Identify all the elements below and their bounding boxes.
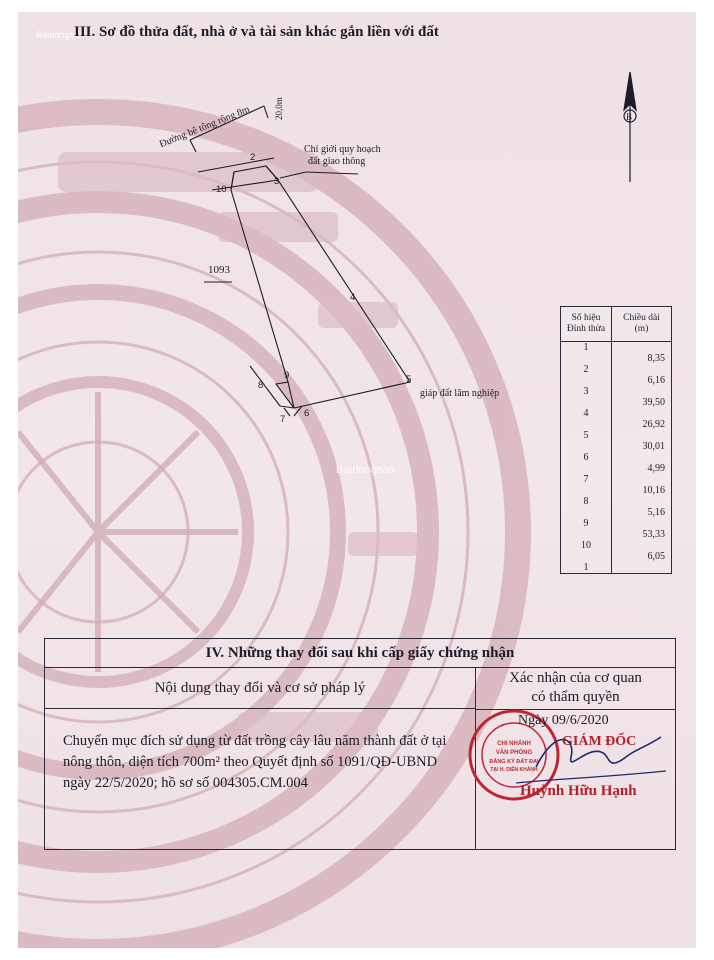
table-row: 4 [561, 408, 672, 419]
change-content-text: Chuyển mục đích sử dụng từ đất trồng cây lâu năm thành đất ở tại nông thôn, diện tích 700m² theo Quyết định số 1091/QĐ-UBND ngày 22/5/2020; hồ sơ số 004305.CM.004 [63, 733, 447, 791]
vertex-2: 2 [250, 152, 256, 163]
vertex-7: 7 [280, 414, 286, 425]
table-row: 7 [561, 474, 672, 485]
table-row: 10,16 [561, 485, 672, 496]
table-row: 9 [561, 518, 672, 529]
neighbor-parcel-label: 1093 [208, 264, 230, 276]
authority-confirmation-cell [476, 709, 675, 849]
signer-name: Huỳnh Hữu Hạnh [520, 783, 637, 799]
table-row: 6,05 [561, 551, 672, 562]
vertex-9: 9 [284, 370, 290, 381]
svg-text:VĂN PHÒNG: VĂN PHÒNG [495, 750, 533, 756]
table-row: 5 [561, 430, 672, 441]
table-row: 4,99 [561, 463, 672, 474]
north-arrow-icon [624, 72, 636, 182]
certificate-page [18, 12, 696, 948]
table-row: 30,01 [561, 441, 672, 452]
vertex-4: 4 [350, 292, 356, 303]
table-row: 10 [561, 540, 672, 551]
road-label: Đường bê tông rộng 8m [158, 103, 252, 151]
watermark-center: Batdongsan [336, 464, 395, 476]
section4-title: IV. Những thay đổi sau khi cấp giấy chứng nhận [45, 639, 675, 668]
table-row: 39,50 [561, 397, 672, 408]
vertex-6: 6 [304, 408, 310, 419]
section3-title: III. Sơ đồ thửa đất, nhà ở và tài sản khác gắn liền với đất [74, 24, 439, 40]
table-row: 6,16 [561, 375, 672, 386]
table-row: 1 [561, 342, 672, 354]
width-label: 20,0m [274, 97, 284, 120]
table-row: 26,92 [561, 419, 672, 430]
vertex-3: 3 [274, 176, 280, 187]
forest-label: giáp đất lâm nghiệp [420, 388, 500, 399]
table-header-length: Chiều dài (m) [612, 307, 672, 342]
table-header-point: Số hiệu Đỉnh thửa [561, 307, 612, 342]
svg-text:ĐĂNG KÝ ĐẤT ĐAI: ĐĂNG KÝ ĐẤT ĐAI [489, 759, 539, 765]
signer-title: GIÁM ĐỐC [562, 734, 637, 749]
vertex-8: 8 [258, 380, 264, 391]
change-content-cell [45, 709, 476, 849]
table-row: 8,35 [561, 353, 672, 364]
svg-text:TẠI H. DIÊN KHÁNH: TẠI H. DIÊN KHÁNH [490, 767, 538, 773]
vertex-5: 5 [406, 374, 412, 385]
handwritten-signature [516, 717, 666, 787]
table-row: 5,16 [561, 507, 672, 518]
north-letter: B [626, 112, 633, 122]
planning-label-1: Chỉ giới quy hoạch [304, 144, 381, 155]
table-row: 3 [561, 386, 672, 397]
sign-date: Ngày 09/6/2020 [518, 713, 609, 728]
changes-section [44, 638, 676, 850]
content-column-header: Nội dung thay đổi và cơ sở pháp lý [45, 668, 476, 709]
watermark-top: Batdongsan [36, 30, 85, 40]
vertex-10: 10 [216, 184, 227, 195]
planning-label-2: đất giao thông [308, 156, 366, 167]
edge-length-table [560, 306, 672, 574]
svg-text:CHI NHÁNH: CHI NHÁNH [497, 741, 531, 747]
table-row: 6 [561, 452, 672, 463]
table-row: 1 [561, 562, 672, 574]
table-row: 8 [561, 496, 672, 507]
table-row: 53,33 [561, 529, 672, 540]
authority-column-header: Xác nhận của cơ quan có thẩm quyền [476, 668, 675, 710]
table-row: 2 [561, 364, 672, 375]
